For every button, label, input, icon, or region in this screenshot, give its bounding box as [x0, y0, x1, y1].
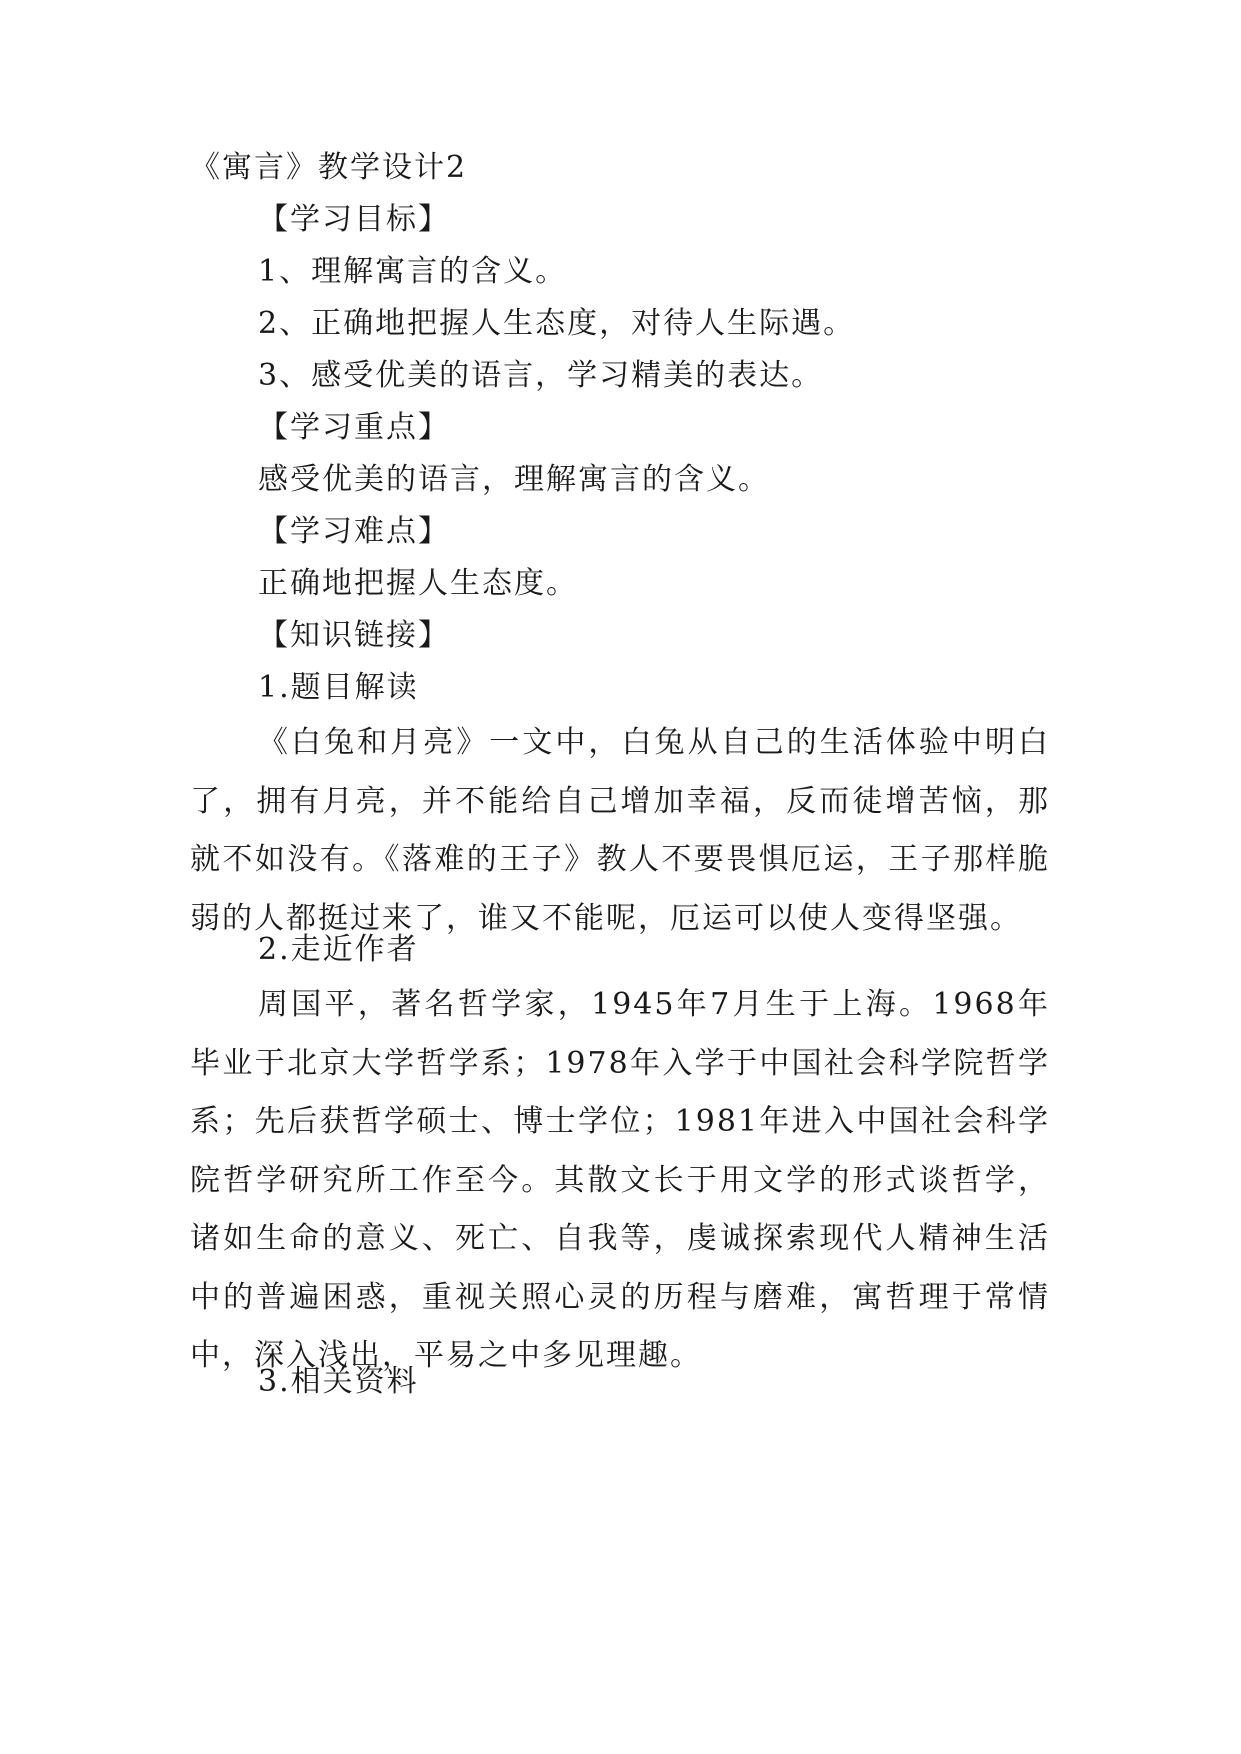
- objectives-heading: 【学习目标】: [258, 202, 450, 237]
- objective-item: 2、正确地把握人生态度，对待人生际遇。: [258, 306, 856, 341]
- key-text: 感受优美的语言，理解寓言的含义。: [258, 462, 770, 497]
- author-paragraph: 周国平，著名哲学家，1945年7月生于上海。1968年毕业于北京大学哲学系；1978年入学于中国社会科学院哲学系；先后获哲学硕士、博士学位；1981年进入中国社会科学院哲学研究所工作至今。其散文长于用文学的形式谈哲学，诸如生命的意义、死亡、自我等，虔诚探索现代人精神生活中的普遍困惑，重视关照心灵的历程与磨难，寓哲理于常情中，深入浅出，平易之中多见理趣。: [190, 987, 1050, 1373]
- materials-heading: 3.相关资料: [258, 1364, 419, 1399]
- topic-paragraph: 《白兔和月亮》一文中，白兔从自己的生活体验中明白了，拥有月亮，并不能给自己增加幸福，反而徒增苦恼，那就不如没有。《落难的王子》教人不要畏惧厄运，王子那样脆弱的人都挺过来了，谁又不能呢，厄运可以使人变得坚强。: [190, 725, 1050, 936]
- knowledge-heading: 【知识链接】: [258, 618, 450, 653]
- author-heading: 2.走近作者: [258, 932, 419, 967]
- topic-heading: 1.题目解读: [258, 670, 419, 705]
- difficulty-heading: 【学习难点】: [258, 514, 450, 549]
- difficulty-text: 正确地把握人生态度。: [258, 566, 578, 601]
- objective-item: 1、理解寓言的含义。: [258, 254, 568, 289]
- objective-item: 3、感受优美的语言，学习精美的表达。: [258, 358, 824, 393]
- key-heading: 【学习重点】: [258, 410, 450, 445]
- document-title: 《寓言》教学设计2: [190, 150, 468, 185]
